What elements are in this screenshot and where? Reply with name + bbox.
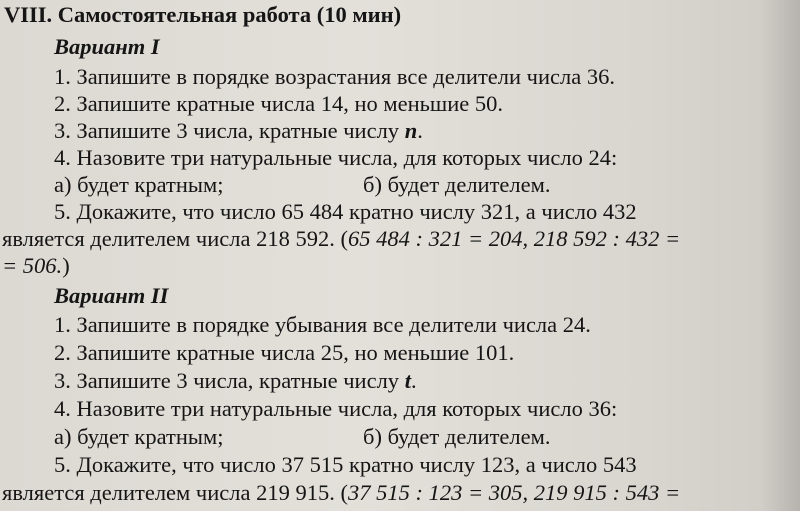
variant-1-title: Вариант I (54, 34, 160, 59)
variant-1-task-5-line-2 (2, 226, 680, 252)
variant-1-task-1: 1. Запишите в порядке возрастания все делители числа 36. (54, 64, 615, 89)
variant-1-task-5-close: ) (62, 253, 70, 278)
variant-1-task-3-variable: n (404, 118, 418, 143)
variant-1-task-5-calc: 65 484 : 321 = 204, 218 592 : 432 = (347, 226, 681, 251)
variant-2-task-3 (54, 368, 417, 394)
variant-2-task-3-variable: t (404, 368, 411, 393)
variant-2-task-4b: б) будет делителем. (363, 424, 551, 449)
variant-1-task-5-line-1: 5. Докажите, что число 65 484 кратно числу 321, а число 432 (54, 199, 637, 224)
variant-1-task-4: 4. Назовите три натуральные числа, для которых число 24: (54, 145, 618, 170)
variant-2-task-5-line-1: 5. Докажите, что число 37 515 кратно числу 123, а число 543 (54, 452, 637, 477)
variant-2-task-3-text: 3. Запишите 3 числа, кратные числу (54, 368, 405, 393)
variant-2-task-4: 4. Назовите три натуральные числа, для которых число 36: (54, 396, 618, 421)
variant-2-task-5-calc: 37 515 : 123 = 305, 219 915 : 543 = (347, 480, 681, 505)
variant-1-task-3-text: 3. Запишите 3 числа, кратные числу (54, 118, 405, 143)
variant-1-task-5-text: является делителем числа 218 592. ( (2, 226, 348, 251)
variant-1-task-3-end: . (417, 118, 423, 143)
variant-2-task-1: 1. Запишите в порядке убывания все делители числа 24. (54, 312, 591, 337)
variant-2-task-2: 2. Запишите кратные числа 25, но меньшие 101. (54, 340, 515, 365)
variant-2-task-4a: а) будет кратным; (54, 424, 224, 449)
variant-2-task-3-end: . (410, 368, 417, 393)
variant-1-task-5-calc-end: = 506. (2, 253, 63, 278)
section-title: VIII. Самостоятельная работа (10 мин) (4, 2, 402, 27)
variant-1-task-3 (54, 118, 423, 144)
variant-2-title: Вариант II (54, 283, 169, 308)
variant-1-task-5-line-3 (2, 253, 70, 279)
variant-2-task-5-line-2 (2, 480, 680, 506)
variant-1-task-4b: б) будет делителем. (363, 172, 551, 197)
variant-1-task-2: 2. Запишите кратные числа 14, но меньшие 50. (54, 91, 504, 116)
page-edge-shadow (760, 0, 800, 511)
variant-1-task-4a: а) будет кратным; (54, 172, 224, 197)
variant-2-task-5-text: является делителем числа 219 915. ( (2, 480, 348, 505)
